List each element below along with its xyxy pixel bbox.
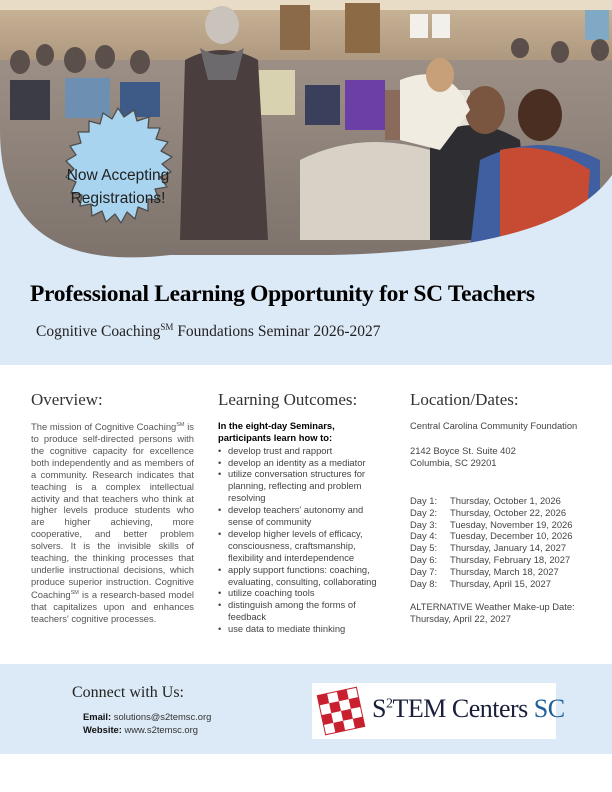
date-row [410, 578, 605, 590]
contact-website [83, 724, 198, 735]
overview-heading: Overview: [31, 390, 103, 409]
date-value: Thursday, April 15, 2027 [450, 578, 551, 590]
date-value: Thursday, October 22, 2026 [450, 506, 567, 518]
contact-email [83, 711, 211, 722]
overview-text [31, 420, 194, 625]
list-item: • distinguish among the forms of feedback [218, 599, 386, 623]
location-heading: Location/Dates: [410, 390, 519, 409]
email-label: Email: [83, 711, 112, 722]
page-title: Professional Learning Opportunity for SC Teachers [30, 281, 535, 307]
subtitle-main: Cognitive Coaching [36, 323, 161, 341]
date-value: Tuesday, November 19, 2026 [450, 518, 573, 530]
date-day: Day 3: [410, 518, 438, 530]
website-link[interactable]: www.s2temsc.org [124, 724, 198, 735]
date-value: Thursday, October 1, 2026 [450, 494, 561, 506]
date-value: Thursday, February 18, 2027 [450, 554, 571, 566]
date-row [410, 495, 605, 507]
date-value: Thursday, January 14, 2027 [450, 542, 567, 554]
subtitle-rest: Foundations Seminar 2026-2027 [173, 323, 381, 341]
date-row [410, 507, 605, 519]
date-row [410, 542, 605, 554]
hero-section [0, 0, 612, 365]
overview-section [31, 390, 194, 625]
address-line-1: 2142 Boyce St. Suite 402 [410, 444, 516, 456]
burst-line-2: Registrations! [70, 190, 166, 207]
logo-s: S [372, 694, 386, 723]
connect-heading: Connect with Us: [72, 684, 184, 701]
logo-wordmark [372, 694, 565, 724]
website-label: Website: [83, 724, 122, 735]
location-section [410, 390, 605, 625]
overview-sup-1: SM [176, 422, 185, 428]
list-item: • use data to mediate thinking [218, 623, 386, 635]
list-item: • utilize conversation structures for planning, reflecting and problem resolving [218, 468, 386, 504]
outcomes-intro: In the eight-day Seminars, participants learn how to: [218, 420, 335, 443]
email-link[interactable]: solutions@s2temsc.org [113, 711, 212, 722]
footer [0, 664, 612, 754]
date-day: Day 2: [410, 506, 438, 518]
date-day: Day 4: [410, 530, 438, 542]
date-day: Day 7: [410, 566, 438, 578]
date-row [410, 554, 605, 566]
weather-makeup [410, 601, 605, 625]
date-day: Day 6: [410, 554, 438, 566]
outcomes-list [218, 445, 386, 636]
overview-part-3: is a research-based model that capitalizes upon and enhances teachers' cognitive processes. [31, 588, 194, 624]
page-subtitle [36, 322, 381, 341]
date-row [410, 530, 605, 542]
weather-makeup-label: ALTERNATIVE Weather Make-up Date: [410, 600, 575, 612]
seminar-dates [410, 495, 605, 590]
date-value: Tuesday, December 10, 2026 [450, 530, 573, 542]
date-day: Day 5: [410, 542, 438, 554]
checkered-flag-icon [316, 686, 366, 736]
outcomes-heading: Learning Outcomes: [218, 390, 358, 409]
registration-burst-text [55, 164, 181, 210]
service-mark: SM [160, 322, 174, 332]
weather-makeup-date: Thursday, April 22, 2027 [410, 612, 511, 624]
list-item: • develop trust and rapport [218, 445, 386, 457]
burst-line-1: Now Accepting [66, 167, 170, 184]
list-item: • develop higher levels of efficacy, consciousness, craftsmanship, flexibility and interdependence [218, 528, 386, 564]
date-row [410, 519, 605, 531]
date-value: Thursday, March 18, 2027 [450, 566, 559, 578]
venue-address [410, 445, 605, 469]
overview-part-1: The mission of Cognitive Coaching [31, 421, 177, 433]
logo-sc: SC [533, 694, 565, 723]
list-item: • develop an identity as a mediator [218, 457, 386, 469]
venue-name: Central Carolina Community Foundation [410, 420, 578, 431]
overview-part-2: is to produce self-directed persons with the cognitive capacity for excellence both independently and as members of a community. Research indicates that teaching is a complex intellectual activity and that teachers who think at higher levels produce students who are higher achieving, more cooperative, and better problem solvers. It is the invisible skills of teaching, the thinking processes that underlie instructional decisions, which produce superior instruction. Cognitive Coaching [31, 421, 194, 600]
date-day: Day 8: [410, 578, 438, 590]
date-row [410, 566, 605, 578]
logo-tem: TEM Centers [392, 694, 534, 723]
list-item: • develop teachers' autonomy and sense of community [218, 504, 386, 528]
overview-sup-2: SM [70, 589, 79, 596]
outcomes-section [218, 390, 386, 635]
list-item: • apply support functions: coaching, evaluating, consulting, collaborating [218, 564, 386, 588]
date-day: Day 1: [410, 494, 438, 506]
s2tem-logo [312, 683, 565, 739]
list-item: • utilize coaching tools [218, 587, 386, 599]
logo-superscript: 2 [385, 696, 393, 712]
address-line-2: Columbia, SC 29201 [410, 456, 497, 468]
